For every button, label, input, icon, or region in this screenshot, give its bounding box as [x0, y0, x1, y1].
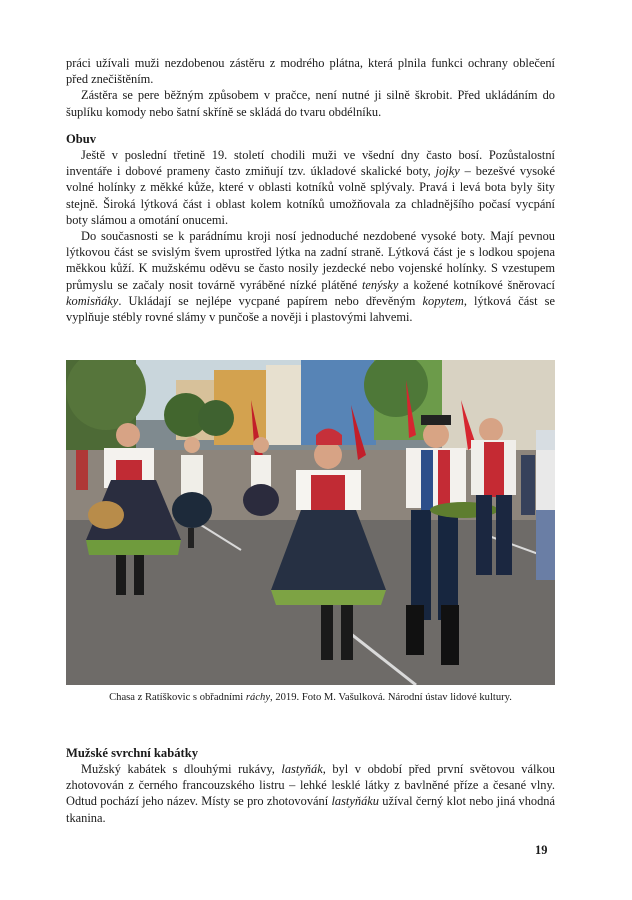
page-number: 19	[535, 843, 548, 857]
paragraph: práci užívali muži nezdobenou zástěru z modrého plátna, která plnila funkci ochrany oblečení před znečištěním.	[66, 56, 555, 87]
intro-text	[66, 55, 555, 120]
section-obuv	[66, 131, 555, 325]
section-heading: Obuv	[66, 132, 97, 146]
photo-caption: Chasa z Ratíškovic s obřadními ráchy, 2019. Foto M. Vašulková. Národní ústav lidové kultury.	[109, 692, 512, 703]
photo-illustration	[66, 360, 555, 685]
section-kabatky	[66, 745, 555, 826]
paragraph: Mužský kabátek s dlouhými rukávy, lastyňák, byl v období před první světovou válkou zhotovován z černého francouzského listru – lehké lesklé látky z bavlněné příze a česané vlny. Odtud pochází jeho název. Místy se pro zhotovování lastyňáku užíval černý klot nebo jiná vhodná tkanina.	[66, 762, 556, 825]
paragraph: Zástěra se pere běžným způsobem v pračce, není nutné ji silně škrobit. Před ukládáním do šuplíku komody nebo šatní skříně se skládá do tvaru obdélníku.	[66, 88, 555, 119]
paragraph: Ještě v poslední třetině 19. století chodili muži ve všední dny často bosí. Pozůstalostní inventáře i dobové prameny často zmiňují tzv. úkladové skalické boty, jojky – bezešvé vysoké volné holínky z měkké kůže, které v oblasti kotníků volně splývaly. Pravá i levá bota byly šity stejně. Široká lýtková část i oblast kolem kotníků umožňovala za chladnějšího počasí vycpání boty slámou a omotání onucemi.	[66, 148, 555, 227]
section-heading: Mužské svrchní kabátky	[66, 746, 199, 760]
folk-parade-photo	[66, 360, 555, 685]
paragraph: Do současnosti se k parádnímu kroji nosí jednoduché nezdobené vysoké boty. Mají pevnou lýtkovou část se svislým švem uprostřed lýtka na zadní straně. Lýtková část je s lodkou spojena měkkou kůží. K mužskému oděvu se často nosily jezdecké nebo vojenské holínky. S vzestupem průmyslu se začaly nosit továrně vyráběné nízké plátěné tenýsky a kožené kotníkové šněrovací komisňáky. Ukládají se nejlépe vycpané papírem nebo dřevěným kopytem, lýtková část se vyplňuje stébly rovné slámy v punčoše a nověji i plastovými lahvemi.	[66, 229, 555, 325]
